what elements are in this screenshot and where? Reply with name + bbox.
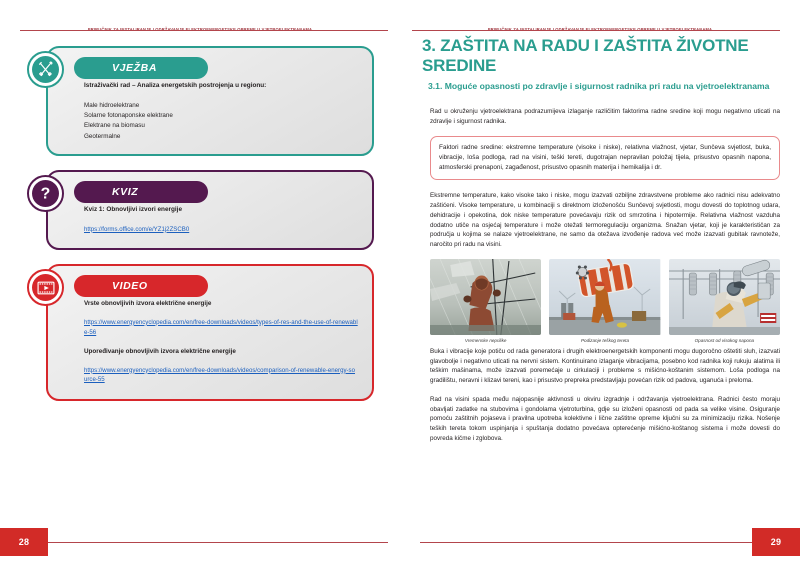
video-entry-title: Vrste obnovljivih izvora električne energije (84, 300, 212, 308)
figure-image (430, 259, 541, 335)
highlight-paragraph: Faktori radne sredine: ekstremne temperature (visoke i niske), relativna vlažnost, vjetar, Sunčeva svjetlost, buka, vibracije, loša podloga, rad na visini, teški tereti, dugotrajan nepravilan položaj tijela, prisustvo opasnih napona, atmosferski prenaponi, zagađenost, prisustvo opasnih materija i hemikalija i dr. (439, 143, 771, 171)
figure-image (669, 259, 780, 335)
page-right (400, 0, 800, 566)
svg-text:?: ? (40, 185, 51, 203)
paragraph-noise: Buka i vibracije koje potiču od rada generatora i drugih elektroenergetskih komponenti mogu dugoročno oštetiti sluh, izazvati glavobolje i negativno uticati na nervni sistem. Kontinuirano izlaganje vibracijama, posebno kod radnika koji rukuju alatima ili teškim mašinama, može izazvati poremećaje u cirkulaciji i probleme s mišićno-koštanim sistemom. Loša podloga na gradilištu, neravni i klizavi tereni, kao i prisustvo prepreka predstavljaju povećan rizik od padova, uganuća i preloma. (430, 347, 780, 384)
list-item: Geotermalne (84, 132, 121, 140)
card-item-list (84, 101, 358, 143)
figure-row (430, 259, 780, 343)
figure-image (549, 259, 660, 335)
pencil-wrench-icon (27, 51, 64, 88)
card-badge-label: VIDEO (112, 280, 148, 293)
callout-card-video (46, 264, 374, 401)
highlight-box-factors (430, 136, 780, 181)
list-item: Male hidroelektrane (84, 101, 140, 109)
intro-paragraph: Rad u okruženju vjetroelektrana podrazumijeva izlaganje različitim faktorima radne sredine koji mogu negativno uticati na zdravlje i sigurnost radnika. (430, 108, 780, 125)
video-link[interactable]: https://www.energyencyclopedia.com/en/free-downloads/videos/comparison-of-renewable-energy-source-55 (84, 366, 355, 384)
video-entry-title: Upoređivanje obnovljivih izvora električne energije (84, 348, 236, 356)
callout-cards (40, 46, 374, 415)
card-badge-vjezba (74, 57, 208, 79)
page-number-right: 29 (752, 528, 800, 556)
video-link[interactable]: https://www.energyencyclopedia.com/en/free-downloads/videos/types-of-res-and-the-use-of-renewable-56 (84, 318, 358, 336)
right-page-body (430, 107, 780, 453)
card-badge-label: KVIZ (112, 186, 139, 199)
question-mark-icon (27, 175, 64, 212)
footer-rule-left (48, 542, 388, 543)
quiz-link[interactable]: https://forms.office.com/e/YZ1j2ZSCB0 (84, 225, 190, 233)
card-badge-video (74, 275, 208, 297)
list-item: Elektrane na biomasu (84, 122, 145, 130)
list-item: Solarne fotonaponske elektrane (84, 111, 173, 119)
card-body-vjezba (62, 78, 358, 142)
card-body-video (62, 296, 358, 385)
header-rule (20, 30, 388, 31)
callout-card-kviz (40, 170, 374, 250)
figure-caption: Podizanje teškog tereta (580, 337, 629, 343)
header-rule (412, 30, 780, 31)
figure-heavy-lifting (549, 259, 660, 343)
footer-rule-right (420, 542, 752, 543)
figure-weather-hazard (430, 259, 541, 343)
page-number-left: 28 (0, 528, 48, 556)
running-header-left (0, 18, 400, 36)
running-header-right (400, 18, 800, 36)
section-title: 3.1. Moguće opasnosti po zdravlje i sigurnost radnika pri radu na vjetroelektranama (428, 81, 770, 91)
card-badge-label: VJEŽBA (112, 62, 158, 74)
paragraph-height: Rad na visini spada među najopasnije aktivnosti u okviru izgradnje i održavanja vjetroelektrana. Radnici često moraju obavljati zadatke na stubovima i gondolama vjetroturbina, gdje su izloženi opasnosti od pada sa velike visine. Osiguranje pomoću zaštitnih pojaseva i pravilna upotreba kolektivne i lične zaštitne opreme ključni su za minimizaciju rizika. Nošenje teških tereta tokom uspinjanja i spuštanja dodatno povećava opterećenje mišićno-koštanog sistema i može dovesti do povreda kičme i zglobova. (430, 395, 780, 442)
figure-high-voltage (669, 259, 780, 343)
film-play-icon (27, 269, 64, 306)
paragraph-temperature: Ekstremne temperature, kako visoke tako i niske, mogu izazvati ozbiljne zdravstvene probleme ako radnici nisu adekvatno zaštićeni. Visoke temperature, u kombinaciji s direktnom izloženošću Sunčevoj svjetlosti, mogu dovesti do toplotnog udara, dehidracije i opekotina, dok niske temperature povećavaju rizik od smrzotina i hipotermije. Relativna vlažnost vazduha dodatno utiče na osjećaj temperature i može otežati termoregulaciju organizma. Snažan vjetar, koji je karakterističan za područja u kojima se nalaze vjetroelektrane, ne samo da otežava izvođenje radova već može izazvati gubitak ravnoteže, naročito pri radu na visini. (430, 192, 780, 248)
card-lead-text: Kviz 1: Obnovljivi izvori energije (84, 206, 183, 214)
card-badge-kviz (74, 181, 208, 203)
figure-caption: Vremenske neprilike (464, 337, 507, 343)
card-body-kviz (62, 202, 358, 234)
figure-caption: Opasnost od visokog napona (694, 337, 755, 343)
card-lead-text: Istraživački rad – Analiza energetskih postrojenja u regionu: (84, 82, 267, 89)
chapter-title: 3. ZAŠTITA NA RADU I ZAŠTITA ŽIVOTNE SREDINE (422, 36, 749, 75)
callout-card-vjezba (46, 46, 374, 156)
